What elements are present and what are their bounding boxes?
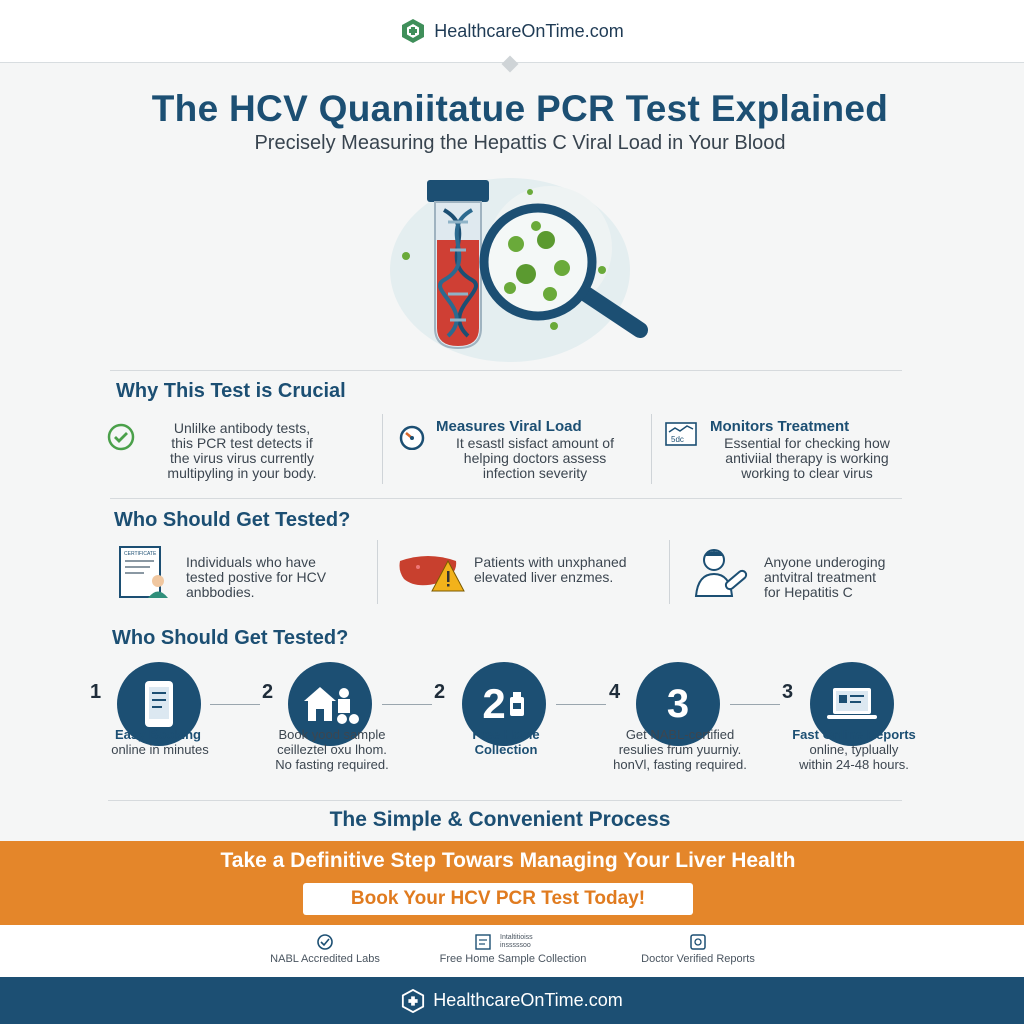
- section-divider: [110, 498, 902, 499]
- report-doctor-icon: [118, 545, 176, 599]
- who-item-1-text: Individuals who have tested postive for HCV anbbodies.: [186, 554, 327, 600]
- column-divider: [651, 414, 652, 484]
- badge-home-collection: Intaltitioiss insssssoo Free Home Sample Collection: [439, 934, 587, 965]
- badge-doctor-verified: Doctor Verified Reports: [626, 925, 770, 965]
- why-item-2-text: It esastl sisfact amount of helping doctors assess infection severity: [456, 435, 614, 481]
- step-5-number: 3: [782, 681, 794, 703]
- page-subtitle: Precisely Measuring the Hepattis C Viral Load in Your Blood: [254, 132, 786, 154]
- top-header: [0, 0, 1024, 62]
- column-divider: [669, 540, 670, 604]
- check-circle-icon: [106, 422, 136, 452]
- trust-badges: [0, 925, 1024, 977]
- step-3-title: Free Home: [472, 727, 540, 742]
- section-divider: [108, 800, 902, 801]
- verified-icon: [688, 933, 708, 951]
- step-connector: [556, 704, 606, 705]
- step-connector: [382, 704, 432, 705]
- step-1-desc: online in minutes: [111, 742, 209, 757]
- step-1-number: 1: [90, 681, 102, 703]
- hero-illustration: [340, 170, 680, 370]
- step-3-circle-digit: 2: [482, 680, 506, 727]
- lab-badge-icon: [315, 933, 335, 951]
- liver-warning-icon: [398, 553, 466, 593]
- book-test-button[interactable]: Book Your HCV PCR Test Today!: [303, 883, 693, 915]
- sample-bottle-icon: [508, 691, 526, 717]
- gauge-icon: [398, 424, 426, 450]
- hexagon-shield-icon: [400, 18, 426, 44]
- brand-name[interactable]: HealthcareOnTime.com: [434, 20, 624, 41]
- home-delivery-icon: [300, 681, 360, 727]
- step-1-title: Easy Booking: [115, 727, 201, 742]
- why-heading: Why This Test is Crucial: [116, 380, 346, 402]
- footer: [0, 977, 1024, 1024]
- patient-medicine-icon: [694, 546, 750, 598]
- step-2-number: 2: [262, 681, 274, 703]
- why-item-3-title: Monitors Treatment: [710, 418, 850, 435]
- process-heading: The Simple & Convenient Process: [329, 808, 671, 831]
- why-item-3-text: Essential for checking how antiviial therapy is working working to clear virus: [724, 435, 890, 481]
- number-three-icon: 3: [666, 681, 690, 726]
- step-3-number: 2: [434, 681, 446, 703]
- laptop-report-icon: [825, 684, 879, 724]
- page-title: The HCV Quaniitatue PCR Test Explained: [151, 88, 889, 129]
- why-item-2-title: Measures Viral Load: [436, 418, 582, 435]
- step-5-title: Fast Online Reports: [792, 727, 916, 742]
- cta-text: Take a Definitive Step Towars Managing Your Liver Health: [220, 849, 796, 872]
- phone-booking-icon: [139, 679, 179, 729]
- hexagon-shield-icon: [401, 989, 425, 1013]
- step-5-desc: online, typlually within 24-48 hours.: [799, 742, 909, 772]
- step-2-desc: Book yood sample ceilleztel oxu lhom. No fasting required.: [275, 727, 389, 772]
- step-3-title-line-2: Collection: [474, 742, 538, 757]
- step-4-desc: Get NABL-certified resulies frum yuurniy. honVl, fasting required.: [613, 727, 747, 772]
- why-item-1-text: Unlilke antibody tests, this PCR test detects if the virus virus currently multipyling in your body.: [167, 420, 317, 481]
- who-item-2-text: Patients with unxphaned elevated liver enzmes.: [474, 554, 627, 585]
- column-divider: [377, 540, 378, 604]
- who-heading: Who Should Get Tested?: [114, 509, 351, 531]
- chart-icon-text: 5dc: [671, 435, 684, 444]
- step-connector: [730, 704, 780, 705]
- home-sample-icon: [474, 933, 492, 951]
- footer-brand[interactable]: HealthcareOnTime.com: [433, 990, 623, 1010]
- step-connector: [210, 704, 260, 705]
- badge-nabl: NABL Accredited Labs: [250, 925, 400, 965]
- section-divider: [110, 370, 902, 371]
- report-icon-text: CERTIFICATE: [124, 551, 157, 557]
- who-item-3-text: Anyone underoging antvitral treatment for Hepatitis C: [764, 554, 886, 600]
- chart-icon: [665, 422, 697, 446]
- column-divider: [382, 414, 383, 484]
- steps-heading: Who Should Get Tested?: [112, 627, 349, 649]
- step-4-number: 4: [609, 681, 621, 703]
